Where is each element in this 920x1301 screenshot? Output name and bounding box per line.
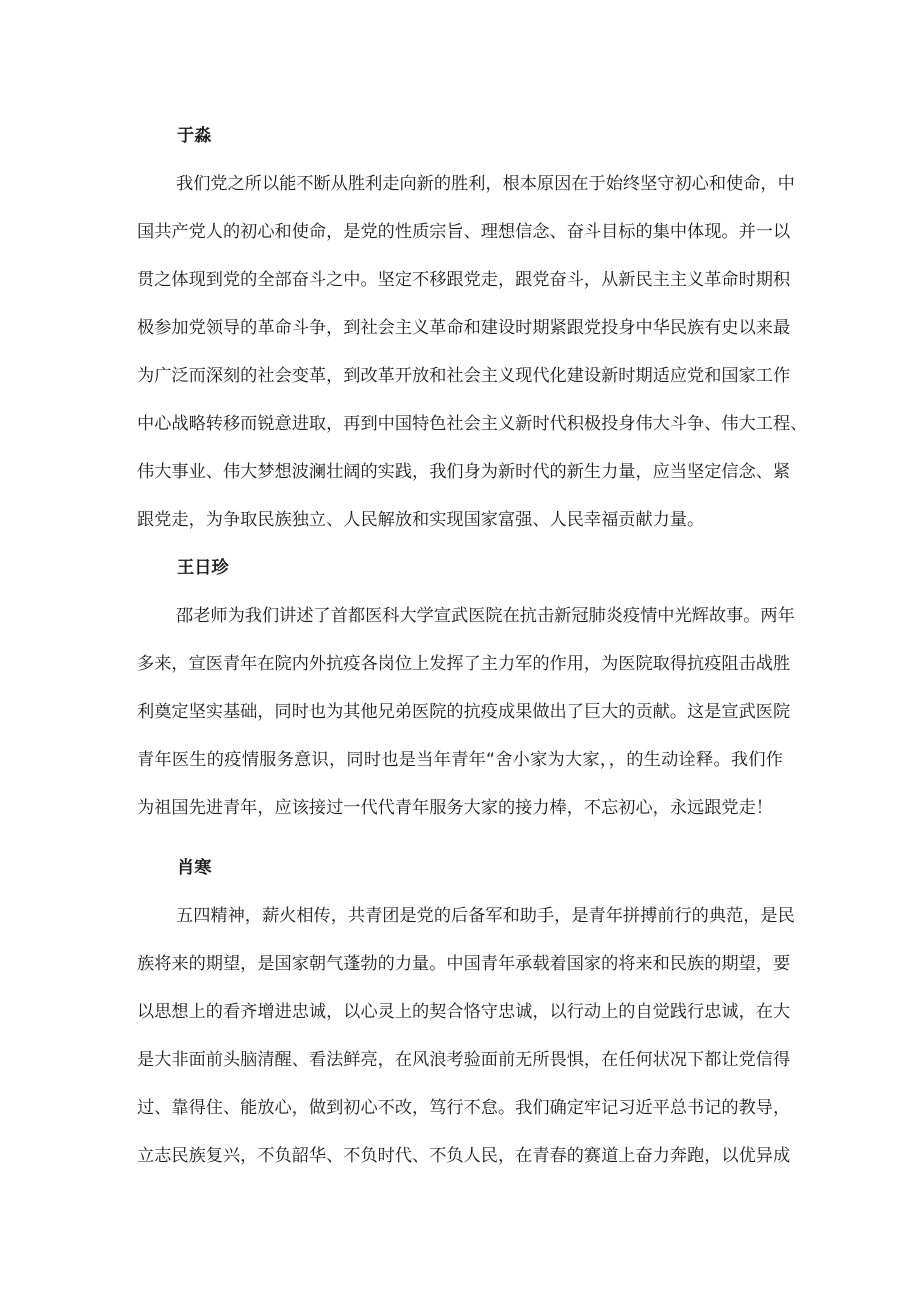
paragraph-line: 跟党走，为争取民族独立、人民解放和实现国家富强、人民幸福贡献力量。 (137, 510, 705, 530)
paragraph-line: 为祖国先进青年，应该接过一代代青年服务大家的接力棒，不忘初心，永远跟党走！ (137, 798, 773, 818)
paragraph-line: 立志民族复兴，不负韶华、不负时代、不负人民，在青春的赛道上奋力奔跑，以优异成 (137, 1146, 791, 1166)
paragraph-line: 族将来的期望，是国家朝气蓬勃的力量。中国青年承载着国家的将来和民族的期望，要 (137, 954, 791, 974)
paragraph-line: 青年医生的疫情服务意识，同时也是当年青年“舍小家为大家，，的生动诠释。我们作 (137, 750, 783, 770)
author-name: 王日珍 (177, 558, 229, 578)
paragraph-line: 为广泛而深刻的社会变革，到改革开放和社会主义现代化建设新时期适应党和国家工作 (137, 366, 791, 386)
paragraph-line: 五四精神，薪火相传，共青团是党的后备军和助手，是青年拼搏前行的典范，是民 (176, 906, 795, 926)
paragraph-line: 国共产党人的初心和使命，是党的性质宗旨、理想信念、奋斗目标的集中体现。并一以 (137, 222, 791, 242)
author-name: 肖寒 (177, 858, 212, 878)
paragraph-line: 过、靠得住、能放心，做到初心不改，笃行不怠。我们确定牢记习近平总书记的教导， (137, 1098, 791, 1118)
paragraph-line: 以思想上的看齐增进忠诚，以心灵上的契合恪守忠诚，以行动上的自觉践行忠诚，在大 (137, 1002, 791, 1022)
paragraph-line: 多来，宣医青年在院内外抗疫各岗位上发挥了主力军的作用，为医院取得抗疫阻击战胜 (137, 654, 791, 674)
paragraph-line: 极参加党领导的革命斗争，到社会主义革命和建设时期紧跟党投身中华民族有史以来最 (137, 318, 791, 338)
paragraph-line: 伟大事业、伟大梦想波澜壮阔的实践，我们身为新时代的新生力量，应当坚定信念、紧 (137, 462, 791, 482)
paragraph-line: 邵老师为我们讲述了首都医科大学宣武医院在抗击新冠肺炎疫情中光辉故事。两年 (176, 606, 795, 626)
author-name: 于淼 (177, 126, 212, 146)
paragraph-line: 贯之体现到党的全部奋斗之中。坚定不移跟党走，跟党奋斗，从新民主主义革命时期积 (137, 270, 791, 290)
paragraph-line: 是大非面前头脑清醒、看法鲜亮，在风浪考验面前无所畏惧，在任何状况下都让党信得 (137, 1050, 791, 1070)
paragraph-line: 利奠定坚实基础，同时也为其他兄弟医院的抗疫成果做出了巨大的贡献。这是宣武医院 (137, 702, 791, 722)
paragraph-line: 中心战略转移而锐意进取，再到中国特色社会主义新时代积极投身伟大斗争、伟大工程、 (137, 414, 808, 434)
paragraph-line: 我们党之所以能不断从胜利走向新的胜利，根本原因在于始终坚守初心和使命，中 (176, 174, 795, 194)
